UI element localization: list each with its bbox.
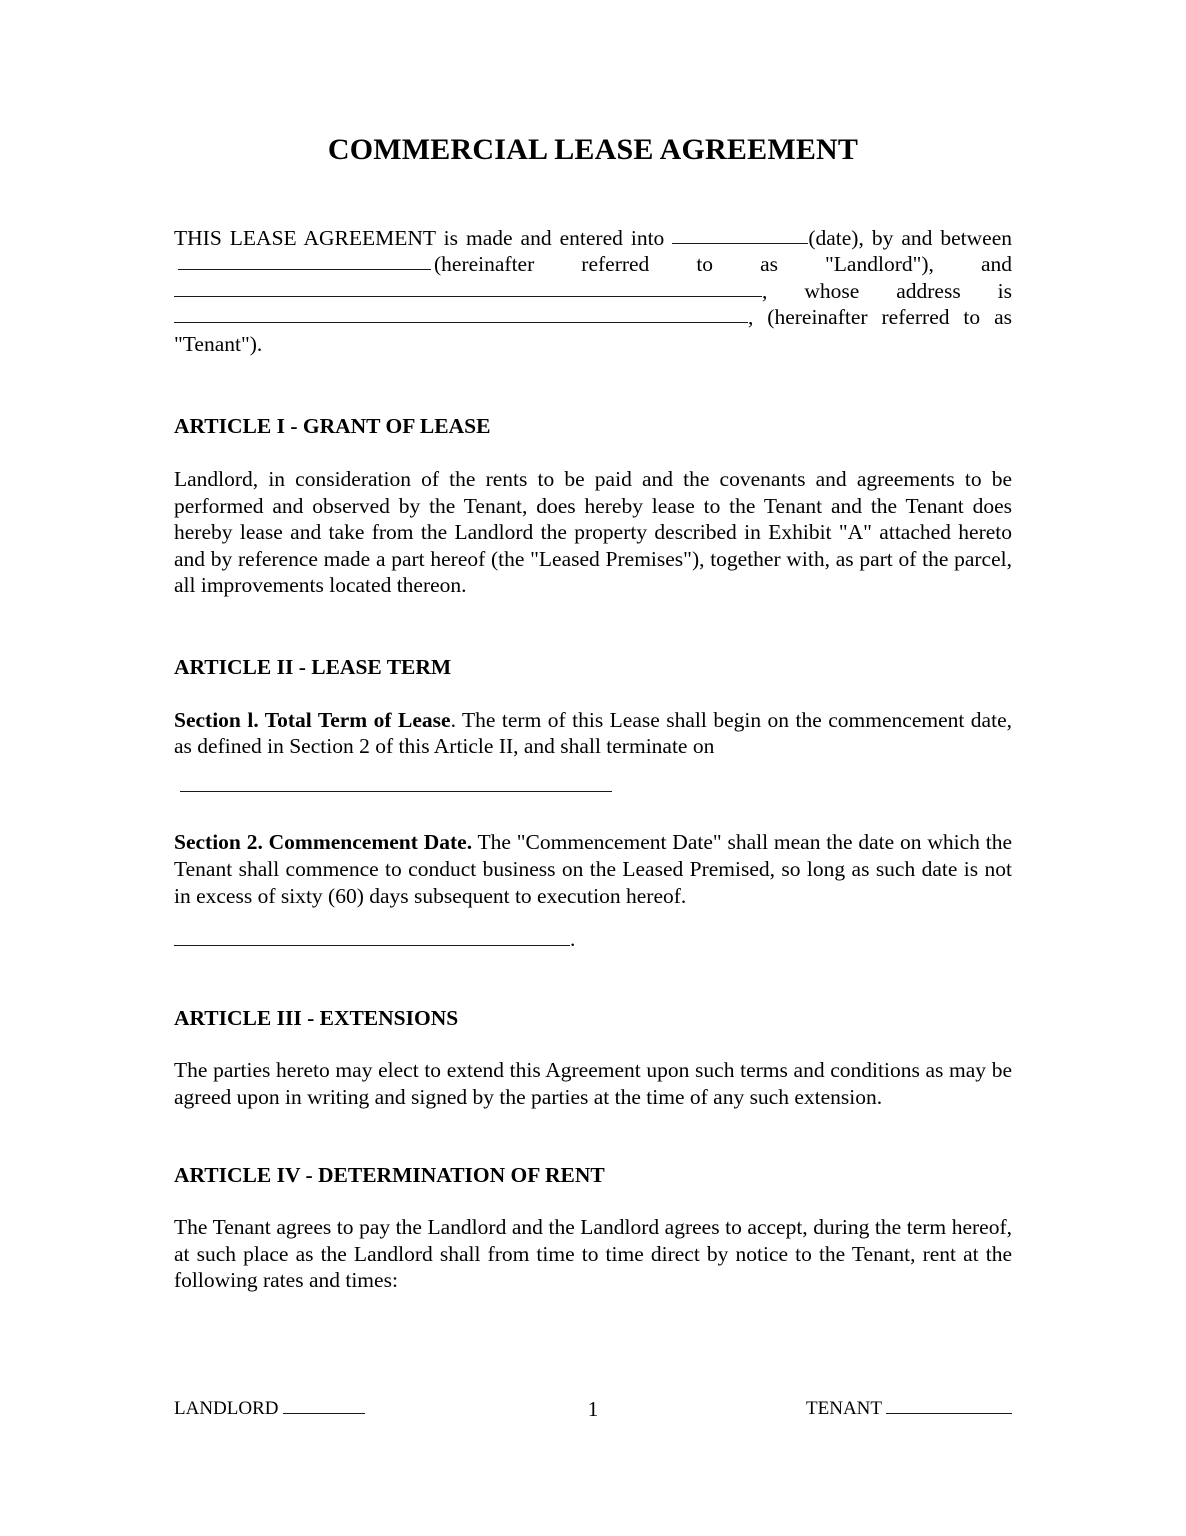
footer-tenant-label: TENANT — [806, 1398, 882, 1419]
heading-article-3: ARTICLE III - EXTENSIONS — [174, 1005, 459, 1030]
intro-text-part-3: (hereinafter referred to as "Landlord"), and — [434, 252, 1012, 277]
heading-article-4: ARTICLE IV - DETERMINATION OF RENT — [174, 1162, 605, 1187]
heading-article-2: ARTICLE II - LEASE TERM — [174, 655, 452, 680]
lease-termination-date-blank-field[interactable] — [180, 776, 612, 792]
intro-text-part-4: , whose address is — [762, 278, 1012, 303]
landlord-name-blank-field[interactable] — [178, 252, 431, 270]
commencement-date-blank-field[interactable] — [174, 930, 570, 946]
body-article-4: The Tenant agrees to pay the Landlord and the Landlord agrees to accept, during the term hereof, at such place as the Landlord shall from time to time direct by notice to the Tenant, rent at the following rates and times: — [174, 1215, 1012, 1293]
date-blank-field[interactable] — [672, 226, 808, 244]
text-section-2: The "Commencement Date" shall mean the date on which the Tenant shall commence to conduct business on the Leased Premised, so long as such date is not in excess of sixty (60) days subsequent to execution hereof. — [174, 830, 1012, 908]
body-article-2-section-1 — [174, 681, 1012, 760]
intro-paragraph — [174, 168, 1012, 358]
lease-term-blank-row — [174, 760, 1012, 803]
body-article-1: Landlord, in consideration of the rents to be paid and the covenants and agreements to be performed and observed by the Tenant, does hereby lease to the Tenant and the Tenant does hereby lease and take from the Landlord the property described in Exhibit "A" attached hereto and by reference made a part hereof (the "Leased Premises"), together with, as part of the parcel, all improvements located thereon. — [174, 467, 1012, 598]
page-title: COMMERCIAL LEASE AGREEMENT — [327, 133, 859, 166]
heading-article-1: ARTICLE I - GRANT OF LEASE — [174, 414, 491, 439]
footer-page-number: 1 — [587, 1397, 599, 1421]
intro-text-part-2: (date), by and between — [808, 225, 1012, 250]
tenant-name-blank-field[interactable] — [174, 305, 748, 323]
footer-tenant-signature — [806, 1396, 1012, 1422]
label-section-1: Section l. Total Term of Lease — [174, 707, 451, 732]
footer-landlord-label: LANDLORD — [174, 1398, 279, 1419]
document-body — [174, 0, 1012, 1294]
commencement-blank-period: . — [570, 927, 576, 952]
footer-tenant-initial-blank[interactable] — [886, 1398, 1012, 1414]
body-article-2-section-2 — [174, 802, 1012, 909]
page-footer — [174, 1396, 1012, 1428]
intro-text-part-1: THIS LEASE AGREEMENT is made and entered into — [174, 225, 673, 250]
body-article-3: The parties hereto may elect to extend this Agreement upon such terms and conditions as may be agreed upon in writing and signed by the parties at the time of any such extension. — [174, 1058, 1012, 1109]
landlord-address-blank-field[interactable] — [174, 279, 762, 297]
intro-text-part-5: , (hereinafter referred to as "Tenant"). — [174, 305, 1012, 356]
text-section-1: . The term of this Lease shall begin on the commencement date, as defined in Section 2 of this Article II, and shall terminate on — [174, 707, 1012, 759]
commencement-date-blank-row — [174, 909, 1012, 954]
label-section-2: Section 2. Commencement Date. — [174, 830, 473, 855]
